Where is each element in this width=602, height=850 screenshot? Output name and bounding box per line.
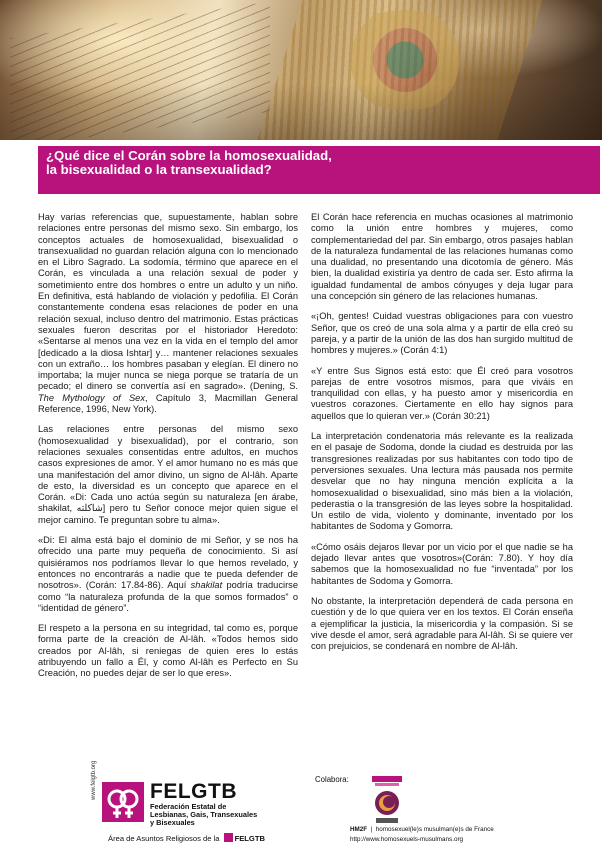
paragraph: El respeto a la persona en su integridad, tal como es, porque forma parte de la creación de Al-lâh. «Todos hemos sido creados por Al-lâh, si reniegas de quien eres lo estás atribuyendo un fallo a Él, y como Al-lâh es Perfecto en Su Creación, no puedes dejar de ser lo que eres». (38, 623, 298, 679)
paragraph: «Di: El alma está bajo el dominio de mi Señor, y se nos ha ofrecido una parte muy pequeña de conocimiento. Si así quisiéramos nos podríamos llevar lo que hemos revelado, y entonces no encontrarás a nadie que te pueda defender de nosotros». (Corán: 17.84-86). Aquí shakilat podría traducirse como “la naturaleza profunda de la que somos formados” o “identidad de género”. (38, 535, 298, 613)
photo-shade (0, 0, 602, 140)
term: shakilat (190, 580, 223, 591)
felgtb-logo-icon (102, 782, 144, 822)
left-column (38, 212, 298, 689)
area-line: Área de Asuntos Religiosos de la FELGTB (108, 834, 265, 843)
felgtb-url: www.felgtb.org (91, 760, 97, 800)
title-banner (38, 146, 600, 194)
felgtb-mini-icon (224, 833, 233, 842)
paragraph: La interpretación condenatoria más relevante es la realizada en el pasaje de Sodoma, donde la ciudad es destruida por las transgresiones realizadas por sus habitantes con todo tipo de perversiones sexuales. Una lectura más pausada nos permite desvelar que no hay ninguna mención explícita a la homosexualidad o bisexualidad, sino más bien a la violación, pederastia o la transgresión de las leyes sobre la hospitalidad. Un estilo de vida, violento y dominante, inventado por los habitantes de Sodoma y Gomorra. (311, 431, 573, 532)
book-title: The Mythology of Sex (38, 392, 145, 403)
quote-paragraph: «Y entre Sus Signos está esto: que Él creó para vosotros parejas de entre vosotros mismos, para que viváis en tranquilidad con ellas, y ha puesto amor y misericordia en vuestros corazones. Ciertamente en ello hay signos para aquellos que lo quieran ver.» (Corán 30:21) (311, 365, 573, 421)
paragraph: «Cómo osáis dejaros llevar por un vicio por el que nadie se ha dejado llevar antes que vosotros»(Corán: 7.80). Y hoy día sabemos que la homosexualidad no fue “inventada” por los habitantes de Sodoma y Gomorra. (311, 541, 573, 586)
right-column (311, 212, 573, 661)
paragraph: Las relaciones entre personas del mismo sexo (homosexualidad y bisexualidad), por el contrario, son relaciones sexuales consentidas entre adultos, en muchos casos expresiones de amor. Y el amor humano no es más que una manifestación del amor divino, un signo de Al-lâh. Aparte de esto, la diversidad es un concepto que aparece en el Corán. «Di: Cada uno actúa según su naturaleza [en árabe, shakilat, شاكلته] pero tu Señor conoce mejor quien sigue el mejor camino. Te preguntan sobre tu alma». (38, 424, 298, 525)
quote-paragraph: «¡Oh, gentes! Cuidad vuestras obligaciones para con vuestro Señor, que os creó de una sola alma y a partir de ella creó su pareja, y a partir de la unión de las dos han surgido multitud de hombres y mujeres.» (Corán 4:1) (311, 311, 573, 356)
felgtb-subtitle: Federación Estatal de Lesbianas, Gais, Transexuales y Bisexuales (150, 802, 258, 828)
header-manuscript-photo (0, 0, 602, 140)
paragraph: No obstante, la interpretación dependerá de cada persona en cuestión y de lo que quiera ver en los textos. El Corán enseña a ejemplificar la justicia, la misericordia y la compasión. Si se vive desde el amor, será agradable para Al-lâh. Si se quiere ver con prejuicios, se condenará en nombre de Al-lâh. (311, 595, 573, 652)
hm2f-logo-icon (368, 776, 406, 828)
paragraph: El Corán hace referencia en muchas ocasiones al matrimonio como la unión entre hombres y mujeres, como complementariedad del par. Sin embargo, otros pasajes hablan de la naturaleza fundamental de las relaciones humanas como una dualidad, no presentando una dicotomía de género. Más bien, la dualidad existiría ya dentro de cada ser. Esto afirma la igualdad fundamental de ambos cónyuges y deja lugar para una concepción sin género de las relaciones humanas. (311, 212, 573, 302)
hm2f-url: http://www.homosexuels-musulmans.org (350, 836, 464, 843)
felgtb-name: FELGTB (150, 780, 237, 803)
colabora-label: Colabora: (315, 775, 349, 784)
paragraph: Hay varias referencias que, supuestamente, hablan sobre relaciones entre personas del mismo sexo. Sin embargo, los conceptos actuales de homosexualidad, bisexualidad o transexualidad no guardan relación alguna con lo mencionado en el Libro Sagrado. La sodomía, término que aparece en el Corán, es vinculada a una relación sexual de poder y sometimiento entre dos hombres o entre un adulto y un niño. En definitiva, está hablando de violación y pedofilia. El Corán constantemente condena esas relaciones de poder en una relación sexual, incluso dentro del matrimonio. Estas prácticas sexuales fueron descritas por el historiador Heredoto: «Sentarse al menos una vez en la vida en el templo del amor [dedicado a la diosa Ishtar] y… mantener relaciones sexuales con un extraño… los hombres pasaban y elegían. El dinero no importaba; la mujer nunca se niega porque se trataría de un pecado; el dinero se convertía así en sagrado». (Dening, S. The Mythology of Sex, Capítulo 3, Macmillan General Reference, 1996, New York). (38, 212, 298, 415)
page-title: ¿Qué dice el Corán sobre la homosexualidad, la bisexualidad o la transexualidad? (46, 148, 332, 178)
hm2f-line: HM2F | homosexuel(le)s musulman(e)s de France (350, 826, 494, 833)
